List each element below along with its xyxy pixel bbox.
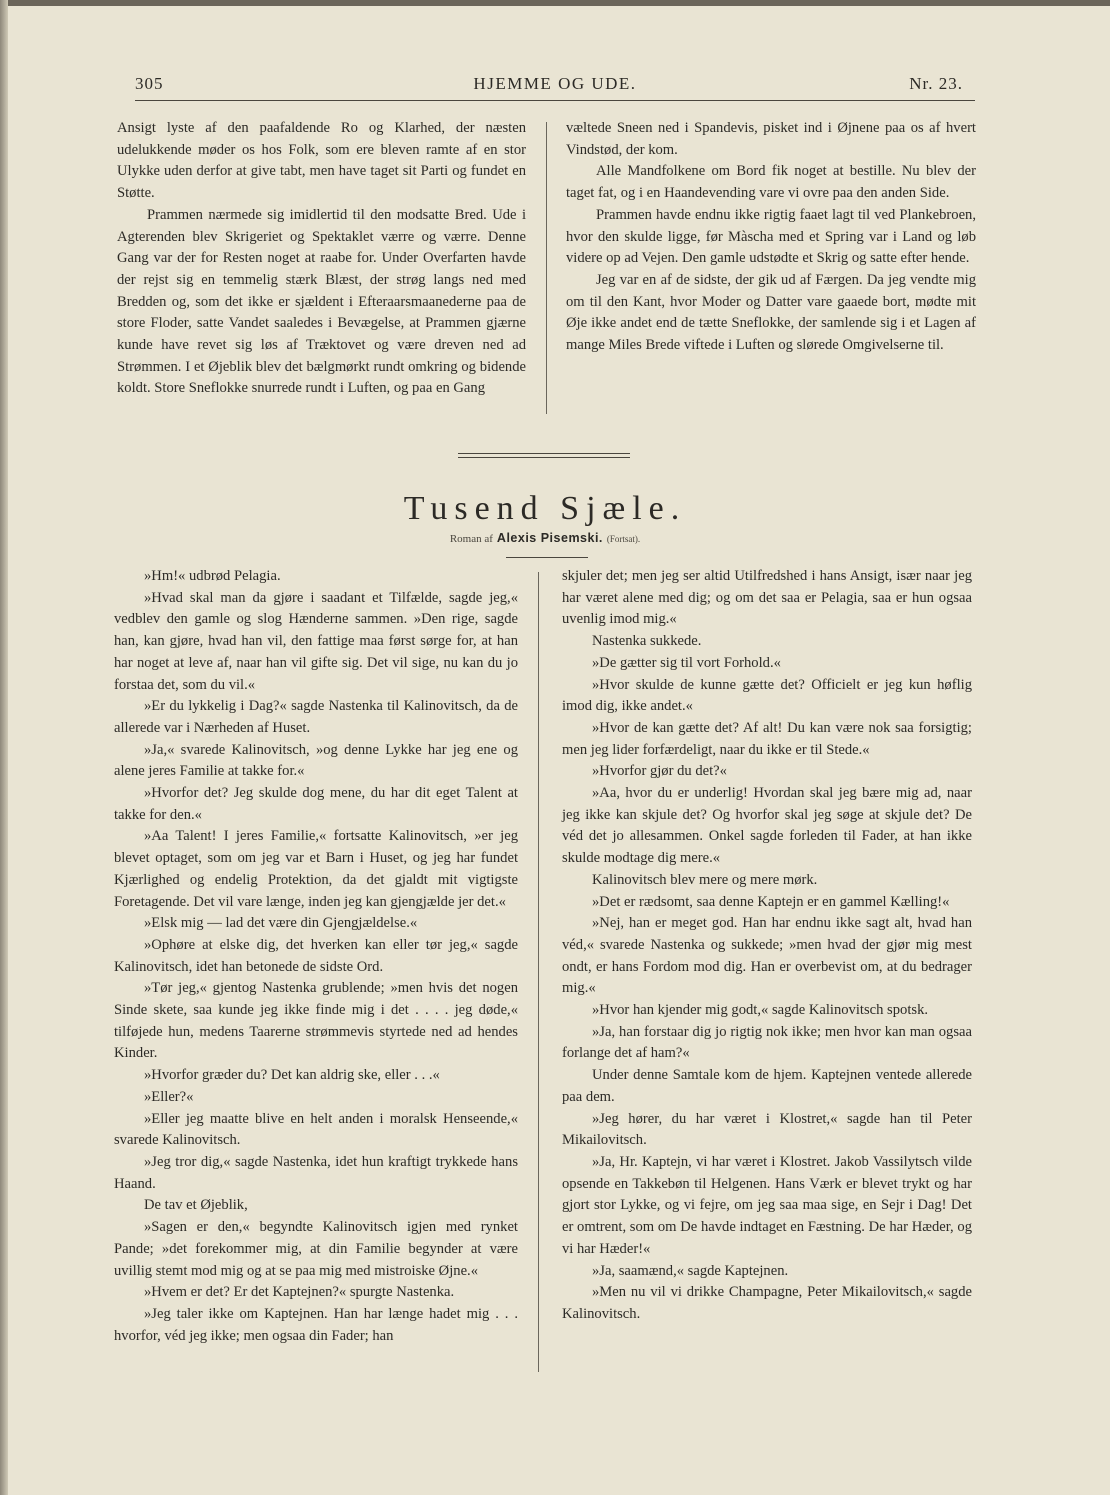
paragraph: »Hvor han kjender mig godt,« sagde Kalinovitsch spotsk. xyxy=(592,1002,929,1019)
paragraph: »Jeg hører, du har været i Klostret,« sagde han til Peter Mikailovitsch. xyxy=(562,1110,972,1149)
bottom-left-column xyxy=(114,566,518,1347)
section-divider xyxy=(458,453,630,454)
paragraph: væltede Sneen ned i Spandevis, pisket ind i Øjnene paa os af hvert Vindstød, der kom. xyxy=(566,120,976,158)
paragraph: »Er du lykkelig i Dag?« sagde Nastenka til Kalinovitsch, da de allerede var i Nærheden af Huset. xyxy=(114,698,518,736)
continued-note: (Fortsat). xyxy=(606,534,641,544)
paragraph: »Nej, han er meget god. Han har endnu ikke sagt alt, hvad han véd,« svarede Nastenka og sukkede; »men hvad der gjør mig mest ondt, er hans Fordom mod dig. Han er overbevist om, at du bedrager mig.« xyxy=(562,915,972,997)
paragraph: »Ophøre at elske dig, det hverken kan eller tør jeg,« sagde Kalinovitsch, idet han betonede de sidste Ord. xyxy=(114,936,518,975)
header-rule xyxy=(135,100,975,101)
paragraph: Alle Mandfolkene om Bord fik noget at bestille. Nu blev der taget fat, og i en Haandevending vare vi ovre paa den anden Side. xyxy=(566,163,976,202)
paragraph: Prammen havde endnu ikke rigtig faaet lagt til ved Plankebroen, hvor den skulde ligge, før Màscha med et Spring var i Land og løb videre op ad Vejen. Den gamle udstødte et Skrig og satte efter hende. xyxy=(566,206,976,267)
paragraph: »Det er rædsomt, saa denne Kaptejn er en gammel Kælling!« xyxy=(592,893,950,910)
paragraph: »Ja,« svarede Kalinovitsch, »og denne Lykke har jeg ene og alene jeres Familie at takke for.« xyxy=(114,741,518,780)
paragraph: »Hvorfor det? Jeg skulde dog mene, du har dit eget Talent at takke for den.« xyxy=(114,785,518,823)
paragraph: »Hvorfor gjør du det?« xyxy=(592,763,727,780)
paragraph: »Hvor de kan gætte det? Af alt! Du kan være nok saa forsigtig; men jeg lider forfærdeligt, naar du ikke er til Stede.« xyxy=(562,719,972,758)
top-left-column xyxy=(117,118,526,400)
paragraph: »Ja, han forstaar dig jo rigtig nok ikke; men hvor kan man ogsaa forlange det af ham?« xyxy=(562,1023,972,1062)
paragraph: skjuler det; men jeg ser altid Utilfredshed i hans Ansigt, især naar jeg har været alene med dig; og om det saa er Pelagia, saa er hun ogsaa uvenlig imod mig.« xyxy=(562,568,972,628)
bottom-right-column xyxy=(562,566,972,1326)
paragraph: Under denne Samtale kom de hjem. Kaptejnen ventede allerede paa dem. xyxy=(562,1067,972,1105)
paragraph: Ansigt lyste af den paafaldende Ro og Klarhed, der næsten udelukkende møder os hos Folk, som ere bleven ramte af en stor Ulykke uden derfor at give tabt, men have taget sit Parti og fundet en Støtte. xyxy=(117,120,526,202)
running-header xyxy=(135,74,975,98)
paragraph: »Tør jeg,« gjentog Nastenka grublende; »men hvis det nogen Sinde skete, saa kunde jeg ikke finde mig i det . . . . jeg døde,« tilføjede hun, medens Taarerne strømmevis styrtede ned ad hendes Kinder. xyxy=(114,980,518,1062)
paragraph: »Sagen er den,« begyndte Kalinovitsch igjen med rynket Pande; »det forekommer mig, at din Familie begynder at være uvillig stemt mod mig og at se paa mig med mistroiske Øjne.« xyxy=(114,1219,518,1279)
paragraph: Nastenka sukkede. xyxy=(592,633,702,650)
author-name: Alexis Pisemski. xyxy=(496,531,603,545)
running-title: HJEMME OG UDE. xyxy=(473,74,637,93)
paragraph: »Eller?« xyxy=(144,1088,194,1105)
paragraph: »Men nu vil vi drikke Champagne, Peter Mikailovitsch,« sagde Kalinovitsch. xyxy=(562,1284,972,1322)
column-divider xyxy=(546,122,547,414)
paragraph: »Jeg tror dig,« sagde Nastenka, idet hun kraftigt trykkede hans Haand. xyxy=(114,1153,518,1192)
paragraph: »Jeg taler ikke om Kaptejnen. Han har længe hadet mig . . . hvorfor, véd jeg ikke; men ogsaa din Fader; han xyxy=(114,1305,518,1344)
paragraph: »Elsk mig — lad det være din Gjengjældelse.« xyxy=(144,915,418,932)
paragraph: »Hm!« udbrød Pelagia. xyxy=(144,568,281,584)
paragraph: »Aa Talent! I jeres Familie,« fortsatte Kalinovitsch, »er jeg blevet optaget, som om jeg var et Barn i Huset, og jeg har fundet Kjærlighed og endelig Protektion, da det gjaldt mit vigtigste Foretagende. Det vil vare længe, inden jeg kan gjengjælde jer det.« xyxy=(114,828,518,910)
column-divider xyxy=(538,572,539,1372)
page-number: 305 xyxy=(135,74,164,93)
paragraph: »Hvorfor græder du? Det kan aldrig ske, eller . . .« xyxy=(144,1067,440,1084)
paragraph: »Hvem er det? Er det Kaptejnen?« spurgte Nastenka. xyxy=(144,1284,455,1301)
paragraph: »Hvor skulde de kunne gætte det? Officielt er jeg kun høflig imod dig, ikke andet.« xyxy=(562,676,972,715)
paragraph: »Aa, hvor du er underlig! Hvordan skal jeg bære mig ad, naar jeg ikke kan skjule det? Og hvorfor skal jeg søge at skjule det? De véd det jo allesammen. Onkel sagde forleden til Fader, at han ikke skulde modtage dig mere.« xyxy=(562,785,972,867)
story-title: Tusend Sjæle. xyxy=(403,490,687,527)
paragraph: »Ja, saamænd,« sagde Kaptejnen. xyxy=(592,1262,789,1279)
paragraph: Jeg var en af de sidste, der gik ud af Færgen. Da jeg vendte mig om til den Kant, hvor Moder og Datter vare gaaede bort, mødte mit Øje ikke andet end de tætte Sneflokke, der samlende sig i et Lagen af mange Miles Brede viftede i Luften og slørede Omgivelserne til. xyxy=(566,271,976,354)
paragraph: »Ja, Hr. Kaptejn, vi har været i Klostret. Jakob Vassilytsch vilde opsende en Takkebøn til Helgenen. Hans Værk er blevet trykt og har gjort stor Lykke, og vi fejre, om jeg saa maa sige, en Sejr i Dag! Det er omtrent, som om De havde indtaget en Fæstning. De har Hæder, og vi har Hæder!« xyxy=(562,1153,972,1257)
paragraph: Kalinovitsch blev mere og mere mørk. xyxy=(592,871,818,888)
top-right-column xyxy=(566,118,976,357)
byline xyxy=(0,531,1090,545)
byline-prefix: Roman af xyxy=(449,533,493,545)
paragraph: »De gætter sig til vort Forhold.« xyxy=(592,654,781,671)
paragraph: Prammen nærmede sig imidlertid til den modsatte Bred. Ude i Agterenden blev Skrigeriet og Spektaklet værre og værre. Denne Gang var der for Resten noget at raabe for. Under Overfarten havde der rejst sig en temmelig stærk Blæst, der strøg langs ned med Bredden og, som det ikke er sjældent i Efteraarsmaanederne paa de store Floder, satte Vandet saaledes i Bevægelse, at Prammen gjærne kunde have revet sig løs af Træktovet og være dreven ned ad Strømmen. I et Øjeblik blev det bælgmørkt rundt omkring og bidende koldt. Store Sneflokke snurrede rundt i Luften, og paa en Gang xyxy=(117,206,526,397)
issue-number: Nr. 23. xyxy=(909,74,963,93)
paragraph: »Hvad skal man da gjøre i saadant et Tilfælde, sagde jeg,« vedblev den gamle og slog Hænderne sammen. »Den rige, sagde han, kan gjøre, hvad han vil, den fattige maa først sørge for, at han har noget at leve af, naar han vil gifte sig. Det vil sige, nu kan du jo forstaa det, som du vil.« xyxy=(114,589,518,693)
section-divider xyxy=(458,457,630,458)
paragraph: »Eller jeg maatte blive en helt anden i moralsk Henseende,« svarede Kalinovitsch. xyxy=(114,1110,518,1149)
paragraph: De tav et Øjeblik, xyxy=(144,1197,248,1214)
title-rule xyxy=(506,557,588,558)
